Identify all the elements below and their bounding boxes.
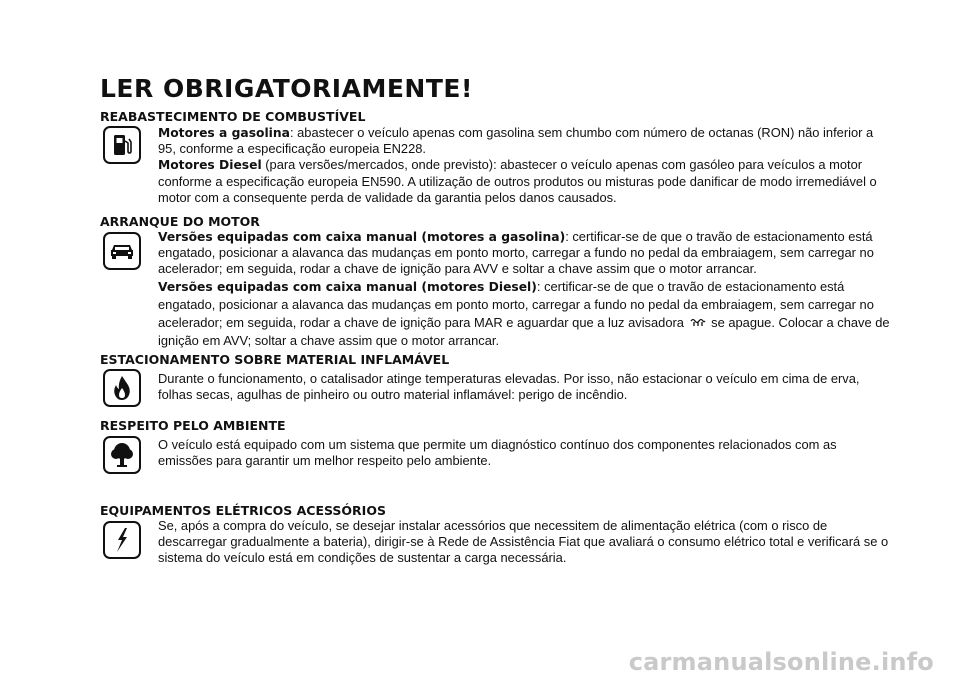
paragraph-petrol <box>158 125 890 157</box>
lead-manual-petrol: Versões equipadas com caixa manual (motores a gasolina) <box>158 230 566 244</box>
paragraph-environment: O veículo está equipado com um sistema que permite um diagnóstico contínuo dos componentes relacionados com as emissões para garantir um melhor respeito pelo ambiente. <box>158 437 837 469</box>
page-title: LER OBRIGATORIAMENTE! <box>100 74 473 103</box>
text-manual-diesel-a: : certificar-se de que o travão de estacionamento está engatado, posicionar a alavanca das mudanças em ponto morto, carregar a fundo no pedal da embraiagem, sem carregar no acelerador; em seguida, rodar a chave de ignição para MAR e aguardar que a luz avisadora <box>158 278 874 330</box>
tree-icon <box>103 436 141 474</box>
lightning-icon <box>103 521 141 559</box>
text-diesel: (para versões/mercados, onde previsto): abastecer o veículo apenas com gasóleo para veículos a motor conforme a especificação europeia EN590. A utilização de outros produtos ou misturas pode danificar de modo irremediável o motor com a consequente perda de validade da garantia pelos danos causados. <box>158 157 877 205</box>
section-heading-fuel: REABASTECIMENTO DE COMBUSTÍVEL <box>100 109 366 124</box>
text-manual-petrol: : certificar-se de que o travão de estacionamento está engatado, posicionar a alavanca das mudanças em ponto morto, carregar a fundo no pedal da embraiagem, sem carregar no acelerador; em seguida, rodar a chave de ignição para AVV e soltar a chave assim que o motor arrancar. <box>158 229 874 277</box>
glow-plug-icon <box>690 314 706 332</box>
text-petrol: : abastecer o veículo apenas com gasolina sem chumbo com número de octanas (RON) não inferior a 95, conforme a especificação europeia EN228. <box>158 125 874 157</box>
section-heading-flammable: ESTACIONAMENTO SOBRE MATERIAL INFLAMÁVEL <box>100 352 450 367</box>
section-text-electrical <box>158 518 890 567</box>
watermark: carmanualsonline.info <box>628 648 934 676</box>
paragraph-electrical: Se, após a compra do veículo, se desejar instalar acessórios que necessitem de alimentação elétrica (com o risco de descarregar gradualmente a bateria), dirigir-se à Rede de Assistência Fiat que avaliará o consumo elétrico total e verificará se o sistema do veículo está em condições de sustentar a carga necessária. <box>158 518 889 566</box>
section-text-environment <box>158 437 890 469</box>
car-icon <box>103 232 141 270</box>
paragraph-diesel <box>158 157 890 206</box>
section-text-engine-start <box>158 229 890 349</box>
section-heading-environment: RESPEITO PELO AMBIENTE <box>100 418 286 433</box>
section-text-flammable <box>158 371 890 403</box>
fuel-pump-icon <box>103 126 141 164</box>
section-text-fuel <box>158 125 890 206</box>
paragraph-manual-diesel <box>158 278 890 350</box>
paragraph-manual-petrol <box>158 229 890 278</box>
text-manual-diesel-b: se apague. Colocar a chave de ignição em AVV; soltar a chave assim que o motor arrancar. <box>158 314 890 348</box>
lead-diesel: Motores Diesel <box>158 158 262 173</box>
flame-icon <box>103 369 141 407</box>
paragraph-flammable: Durante o funcionamento, o catalisador atinge temperaturas elevadas. Por isso, não estacionar o veículo em cima de erva, folhas secas, agulhas de pinheiro ou outro material inflamável: perigo de incêndio. <box>158 371 860 403</box>
section-heading-electrical: EQUIPAMENTOS ELÉTRICOS ACESSÓRIOS <box>100 503 386 518</box>
section-heading-engine-start: ARRANQUE DO MOTOR <box>100 214 260 229</box>
lead-manual-diesel: Versões equipadas com caixa manual (motores Diesel) <box>158 279 537 294</box>
lead-petrol: Motores a gasolina <box>158 126 290 140</box>
